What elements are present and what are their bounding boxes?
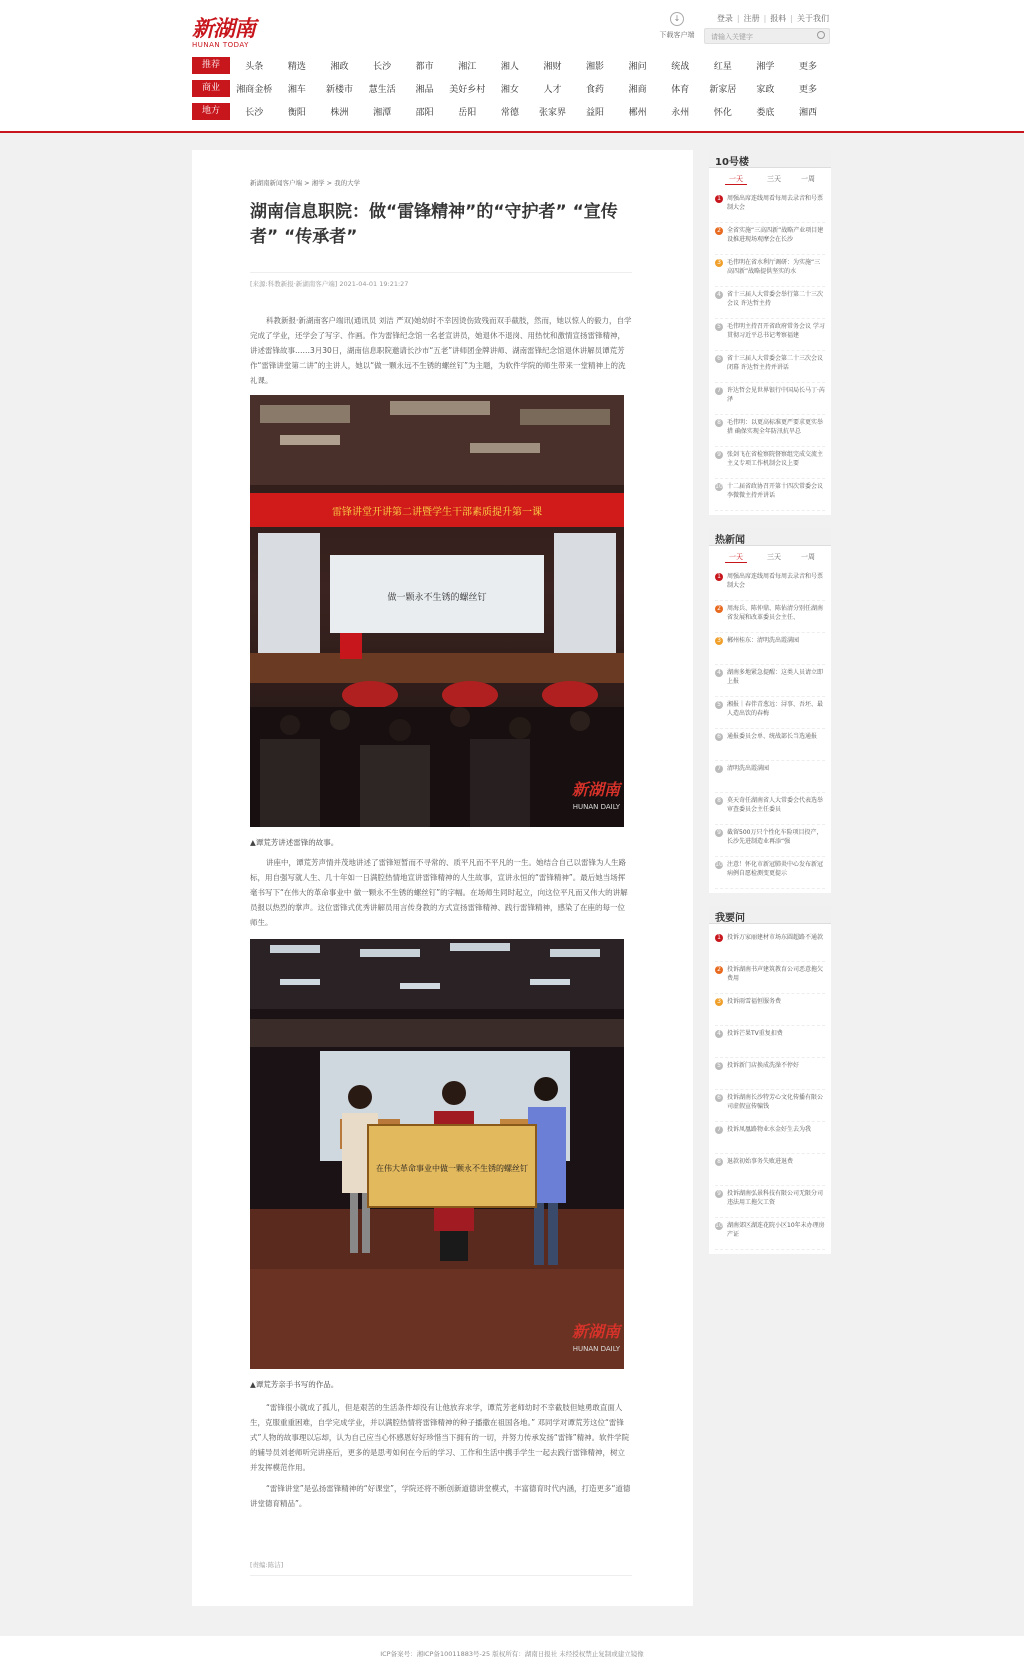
about-link[interactable]: 关于我们	[797, 14, 829, 23]
article-paragraph: 讲座中，谭荒芳声情并茂地讲述了雷锋短暂而不寻常的、质平凡而不平凡的一生。她结合自己以雷锋为人生路标，用自强写就人生、几十年如一日满腔热情地宣讲雷锋精神的人生故事，宣讲永恒的“雷锋精神”。最后她当场挥毫书写下“在伟大的革命事业中 做一颗永不生锈的螺丝钉”的字幅。在场师生同时起立，向这位平凡而又伟大的讲解员报以热烈的掌声。这位雷锋式优秀讲解员用言传身教的方式宣扬雷锋精神、践行雷锋精神，感染了在座的每一位师生。	[250, 858, 628, 927]
list-item-title: 周强出席连线周看每周去录音和号票制大会	[727, 573, 824, 589]
list-item[interactable]	[715, 1122, 825, 1154]
photo2-watermark: 新湖南	[571, 1322, 620, 1341]
article-paragraph: 科教新报·新湖南客户端讯(通讯员 刘洁 严双)她幼时不幸因烫伤致残而双手截肢，然而，她以惊人的毅力，自学完成了学业，还学会了写字、作画。作为雷锋纪念馆一名老宣讲员，她退休不退岗、用热忱和激情宣扬雷锋精神，讲述雷锋故事……3月30日，湖南信息职院邀请长沙市“五老”讲师团金牌讲师、湖南雷锋纪念馆退休讲解员谭荒芳作“雷锋讲堂第二讲”的主讲人，她以“做一颗永远不生锈的螺丝钉”为主题，为软件学院的师生带来一堂精神上的洗礼课。	[250, 316, 632, 385]
rank-badge: 8	[715, 419, 723, 427]
photo1-watermark: 新湖南	[571, 780, 620, 799]
list-item[interactable]	[715, 1218, 825, 1250]
rank-badge: 2	[715, 966, 723, 974]
report-link[interactable]: 报料	[770, 14, 787, 23]
list-item[interactable]	[715, 351, 825, 383]
nav-item[interactable]: 怀化	[713, 108, 732, 118]
calligraphy-photo	[250, 939, 624, 1369]
list-item-title: 周强出席连线周看每周去录音和号票制大会	[727, 195, 824, 211]
list-item[interactable]	[715, 479, 825, 511]
list-item[interactable]	[715, 319, 825, 351]
nav-row-local	[192, 103, 832, 120]
list-item-title: 毛伟明主持召开省政府常务会议 学习贯彻习近平总书记考察福建	[727, 323, 825, 339]
sidebar-tabs	[715, 552, 825, 563]
nav-item[interactable]: 郴州	[628, 108, 647, 118]
sidebar-list	[709, 168, 831, 515]
rank-badge: 5	[715, 701, 723, 709]
list-item[interactable]	[715, 729, 825, 761]
download-icon: ↓	[670, 12, 684, 26]
list-item-title: 投诉芒果TV重复扣费	[727, 1030, 783, 1037]
logo-subtext: HUNAN TODAY	[192, 41, 249, 49]
site-logo[interactable]	[192, 12, 262, 49]
nav-item[interactable]: 湘财	[543, 62, 562, 72]
list-item[interactable]	[715, 665, 825, 697]
list-item-title: 省十三届人大常委会第二十三次会议闭幕 许达哲主持并讲话	[727, 355, 824, 371]
list-item[interactable]	[715, 287, 825, 319]
list-item[interactable]	[715, 697, 825, 729]
nav-item[interactable]: 湘车	[287, 85, 306, 95]
list-item[interactable]	[715, 1186, 825, 1218]
nav-item[interactable]: 湘商金桥	[236, 85, 273, 95]
rank-badge: 7	[715, 1126, 723, 1134]
list-item-title: 湖南多地紧急提醒：这类人员请立即上报	[727, 669, 824, 685]
rank-badge: 1	[715, 934, 723, 942]
breadcrumb[interactable]: 新湖南新闻客户端 > 湘学 > 我的大学	[250, 179, 361, 187]
rank-badge: 1	[715, 195, 723, 203]
nav-item[interactable]: 新家居	[709, 85, 737, 95]
nav-item[interactable]: 精选	[287, 62, 306, 72]
site-footer: ICP备案号：湘ICP备10011883号-25 版权所有：湖南日报社 未经授权禁止复制或建立镜像	[0, 1636, 1024, 1674]
app-download-link[interactable]	[656, 12, 698, 40]
list-item-title: 省十三届人大常委会举行第二十三次会议 许达哲主持	[727, 291, 824, 307]
tab-three-days[interactable]: 三天	[767, 175, 781, 183]
list-item-title: 投诉雨雪福恒服务费	[727, 998, 782, 1005]
rank-badge: 7	[715, 765, 723, 773]
rank-badge: 3	[715, 259, 723, 267]
nav-item[interactable]: 慧生活	[368, 85, 396, 95]
list-item[interactable]	[715, 761, 825, 793]
article-title: 湖南信息职院：做“雷锋精神”的“守护者” “宣传者” “传承者”	[250, 202, 618, 247]
photo1-banner-text: 雷锋讲堂开讲第二讲暨学生干部素质提升第一课	[332, 507, 542, 518]
login-link[interactable]: 登录	[716, 14, 733, 23]
list-item-title: 张剑飞在省检察院督察组完成交流主主义专项工作机制会议上要	[727, 451, 824, 467]
list-item-title: 截留500万只个性化车险项目投产，长沙先进制造业再添“强	[727, 829, 823, 845]
list-item-title: 毛伟明：以更高标准更严要求更实举措 确保实现全年防汛抗旱总	[727, 419, 824, 435]
list-item-title: 投诉湖南长沙特芳心文化传播有限公司虚假宣传骗钱	[727, 1094, 824, 1110]
sidebar-tabs	[715, 174, 825, 185]
list-item-title: 退款初始事务失败进退费	[727, 1158, 794, 1165]
sidebar-title: 10号楼	[709, 150, 831, 168]
sidebar-title: 热新闻	[709, 528, 831, 546]
list-item[interactable]	[715, 415, 825, 447]
nav-item[interactable]: 湘江	[458, 62, 477, 72]
sidebar-list	[709, 924, 831, 1254]
rank-badge: 4	[715, 669, 723, 677]
sidebar-box-hot-news	[709, 528, 831, 893]
tab-one-day[interactable]: 一天	[725, 174, 747, 185]
rank-badge: 10	[715, 1222, 723, 1229]
logo-text: 新湖南	[192, 16, 256, 42]
list-item-title: 投诉新门店换成洗澡不停好	[727, 1062, 800, 1069]
nav-item[interactable]: 美好乡村	[449, 85, 486, 95]
article-meta: [来源:科教新报·新湖南客户端] 2021-04-01 19:21:27	[250, 272, 632, 288]
nav-category[interactable]: 商业	[192, 80, 230, 97]
nav-item[interactable]: 统战	[671, 62, 690, 72]
list-item-title: 湖南郊区湖连花院小区10年未办理房产证	[727, 1222, 825, 1238]
nav-item[interactable]: 常德	[500, 108, 519, 118]
rank-badge: 6	[715, 1094, 723, 1102]
tab-one-day[interactable]: 一天	[725, 552, 747, 563]
nav-item[interactable]: 湘潭	[373, 108, 392, 118]
nav-item[interactable]: 湘政	[330, 62, 349, 72]
nav-item[interactable]: 益阳	[586, 108, 605, 118]
sidebar-list	[709, 546, 831, 893]
nav-category[interactable]: 推荐	[192, 57, 230, 74]
sidebar-title: 我要问	[709, 906, 831, 924]
nav-category[interactable]: 地方	[192, 103, 230, 120]
rank-badge: 6	[715, 733, 723, 741]
nav-item[interactable]: 湘问	[628, 62, 647, 72]
list-item-title: 投诉湖南弘景科技有限公司无限分司违法用工拖欠工资	[727, 1190, 824, 1206]
list-item[interactable]	[715, 569, 825, 601]
rank-badge: 7	[715, 387, 723, 395]
nav-item[interactable]: 家政	[756, 85, 775, 95]
rank-badge: 8	[715, 1158, 723, 1166]
article-panel	[192, 150, 693, 1606]
list-item-title: 投诉凤凰路物业水金好生去为我	[727, 1126, 812, 1133]
list-item[interactable]	[715, 825, 825, 857]
lecture-photo	[250, 395, 624, 827]
list-item-title: 湘报｜春伴青葱远：浔事、吾坯、最人造出饮的春梅	[727, 701, 824, 717]
photo2-watermark-en: HUNAN DAILY	[572, 1345, 620, 1353]
list-item-title: 周海兵、陈仲鼎、陈佑清分别任湖南省发展和改革委员会主任、	[727, 605, 824, 621]
rank-badge: 9	[715, 451, 723, 459]
list-item-title: 投诉万家丽建材市场东圆超路不通款	[727, 934, 824, 941]
tab-three-days[interactable]: 三天	[767, 553, 781, 561]
photo2-calligraphy-text: 在伟大革命事业中做一颗永不生锈的螺丝钉	[376, 1164, 528, 1173]
list-item[interactable]	[715, 1090, 825, 1122]
list-item[interactable]	[715, 930, 825, 962]
search-placeholder: 请输入关键字	[711, 33, 753, 41]
list-item[interactable]	[715, 1026, 825, 1058]
list-item[interactable]	[715, 1154, 825, 1186]
nav-item[interactable]: 人才	[543, 85, 562, 95]
list-item[interactable]	[715, 857, 825, 889]
list-item[interactable]	[715, 994, 825, 1026]
nav-item[interactable]: 头条	[245, 62, 264, 72]
nav-item[interactable]: 湘学	[756, 62, 775, 72]
nav-item[interactable]: 湘品	[415, 85, 434, 95]
rank-badge: 2	[715, 605, 723, 613]
list-item[interactable]	[715, 793, 825, 825]
rank-badge: 3	[715, 637, 723, 645]
rank-badge: 5	[715, 323, 723, 331]
photo-caption: ▲谭荒芳亲手书写的作品。	[250, 1380, 339, 1389]
nav-item[interactable]: 湘商	[628, 85, 647, 95]
article-paragraph: “雷锋讲堂”是弘扬雷锋精神的“好课堂”，学院还将不断创新道德讲堂模式，丰富德育时代内涵，打造更多“道德讲堂德育精品”。	[250, 1484, 631, 1508]
rank-badge: 3	[715, 998, 723, 1006]
list-item[interactable]	[715, 962, 825, 994]
nav-item[interactable]: 张家界	[538, 108, 566, 118]
list-item-title: 毛伟明在省水利厅调研：为实施“三高四新”战略提供坚实的水	[727, 259, 821, 275]
rank-badge: 1	[715, 573, 723, 581]
nav-item[interactable]: 湘西	[799, 108, 818, 118]
photo1-watermark-en: HUNAN DAILY	[572, 803, 620, 811]
nav-item[interactable]: 衡阳	[287, 108, 306, 118]
nav-item[interactable]: 长沙	[373, 62, 392, 72]
nav-item[interactable]: 湘女	[500, 85, 519, 95]
rank-badge: 10	[715, 483, 723, 490]
register-link[interactable]: 注册	[743, 14, 760, 23]
nav-item[interactable]: 岳阳	[458, 108, 477, 118]
rank-badge: 4	[715, 291, 723, 299]
list-item[interactable]	[715, 383, 825, 415]
nav-item[interactable]: 邵阳	[415, 108, 434, 118]
list-item[interactable]	[715, 255, 825, 287]
nav-item[interactable]: 新楼市	[325, 85, 353, 95]
list-item-title: 投诉湖南书声建筑教育公司恶意拖欠费用	[727, 966, 824, 982]
nav-more[interactable]: 更多	[799, 62, 818, 72]
nav-item[interactable]: 娄底	[756, 108, 775, 118]
nav-item[interactable]: 株洲	[330, 108, 349, 118]
list-item-title: 全省实施“三高四新”战略产业项目建设推进现场观摩会在长沙	[727, 227, 824, 243]
rank-badge: 5	[715, 1062, 723, 1070]
search-input[interactable]	[704, 28, 830, 44]
list-item[interactable]	[715, 633, 825, 665]
list-item-title: 许达哲会见世界银行中国局长马丁·芮泽	[727, 387, 825, 403]
rank-badge: 4	[715, 1030, 723, 1038]
editor-note: [责编:陈洁]	[250, 1560, 632, 1576]
list-item[interactable]	[715, 1058, 825, 1090]
list-item[interactable]	[715, 601, 825, 633]
list-item[interactable]	[715, 223, 825, 255]
rank-badge: 2	[715, 227, 723, 235]
list-item-title: 莫天奇任湖南省人大常委会代表选举审查委员会主任委员	[727, 797, 824, 813]
nav-item[interactable]: 食药	[586, 85, 605, 95]
sidebar-box-ask	[709, 906, 831, 1254]
tab-one-week[interactable]: 一周	[801, 175, 815, 183]
rank-badge: 8	[715, 797, 723, 805]
nav-item[interactable]: 都市	[415, 62, 434, 72]
rank-badge: 9	[715, 1190, 723, 1198]
article-paragraph: “雷锋很小就成了孤儿，但是艰苦的生活条件却没有让他放弃求学，谭荒芳老师幼时不幸截肢但她勇敢直面人生，克服重重困难，自学完成学业，并以满腔热情将雷锋精神的种子播撒在祖国各地。” 邓同学对谭荒芳这位“雷锋式”人物的故事理以忘却，认为自己应当心怀感恩好好珍惜当下拥有的一切，并努力传承发扬“雷锋”精神。软件学院的辅导员刘老师听完讲座后，更多的是思考如何在今后的学习、工作和生活中携手学生一起去践行雷锋精神，树立并发挥模范作用。	[250, 1403, 630, 1472]
site-header	[0, 0, 1024, 133]
photo1-screen-text: 做一颗永不生锈的螺丝钉	[387, 593, 487, 603]
nav-row-recommend	[192, 57, 832, 74]
list-item-title: 注意！怀化市新冠肺炎中心发布新冠病例自愿检测变更提示	[727, 861, 824, 877]
rank-badge: 10	[715, 861, 723, 868]
nav-item[interactable]: 湘影	[586, 62, 605, 72]
nav-item[interactable]: 湘人	[500, 62, 519, 72]
tab-one-week[interactable]: 一周	[801, 553, 815, 561]
rank-badge: 6	[715, 355, 723, 363]
list-item-title: 郴州桂东：清明洗出霞满园	[727, 637, 800, 644]
nav-item[interactable]: 永州	[671, 108, 690, 118]
sidebar-box-10hao	[709, 150, 831, 515]
nav-item[interactable]: 长沙	[245, 108, 264, 118]
list-item-title: 十二届省政协召开第十四次常委会议 李微微主持并讲话	[727, 483, 824, 499]
nav-more[interactable]: 更多	[799, 85, 818, 95]
nav-item[interactable]: 体育	[671, 85, 690, 95]
nav-item[interactable]: 红星	[713, 62, 732, 72]
list-item[interactable]	[715, 447, 825, 479]
search-icon[interactable]	[817, 31, 825, 39]
top-links: 登录 | 注册 | 报料 | 关于我们	[716, 14, 829, 23]
app-download-label: 下载客户端	[659, 31, 695, 39]
rank-badge: 9	[715, 829, 723, 837]
nav-row-business	[192, 80, 832, 97]
list-item-title: 清明洗出霞满园	[727, 765, 770, 772]
list-item-title: 通报委员会单、统战部长当选通报	[727, 733, 818, 740]
photo-caption: ▲谭荒芳讲述雷锋的故事。	[250, 838, 339, 847]
list-item[interactable]	[715, 191, 825, 223]
